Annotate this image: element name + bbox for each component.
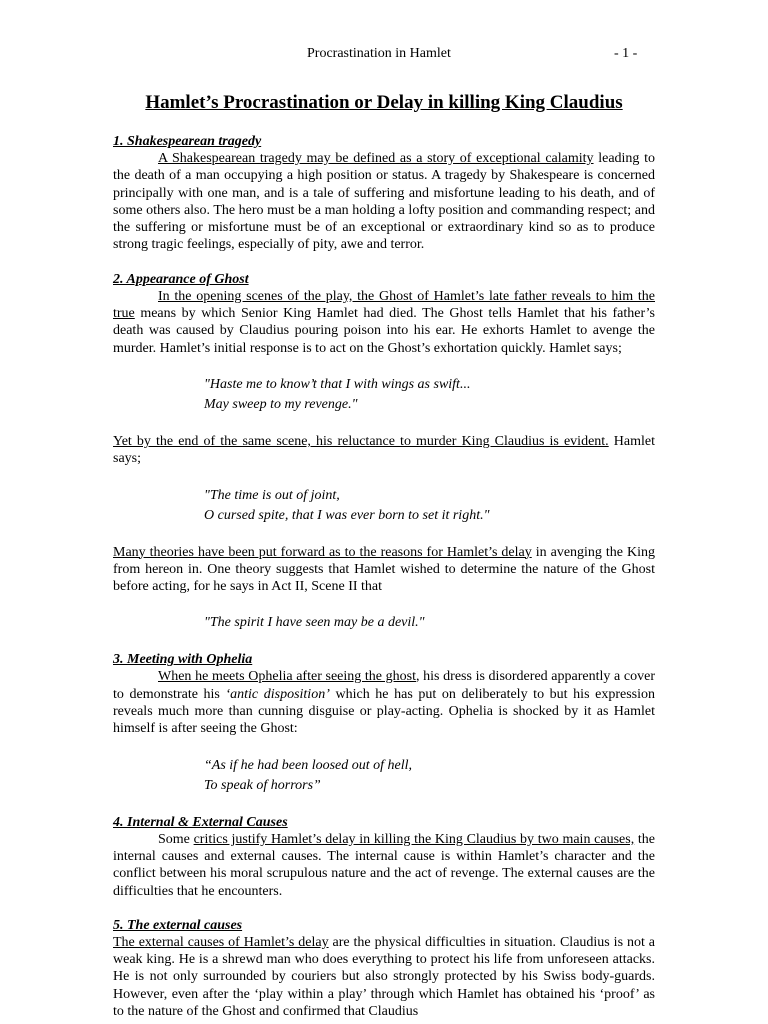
document-body xyxy=(113,133,655,1020)
paragraph-text: leading to the death of a man occupying a high position or status. A tragedy by Shakespeare is concerned principally with one man, and is a tale of suffering and misfortune leading to his death, and of some others also. The hero must be a man holding a lofty position and commanding respect; and the suffering or misfortune must be of an exceptional or extraordinary kind so as to produce strong tragic feelings, especially of pity, awe and terror. xyxy=(113,151,655,253)
quote-line: “As if he had been loosed out of hell, xyxy=(204,757,413,773)
paragraph-external-causes xyxy=(113,934,655,1020)
quote-time-out-of-joint xyxy=(113,486,655,526)
underlined-text: Many theories have been put forward as to the reasons for Hamlet’s delay xyxy=(113,544,532,560)
underlined-text: When he meets Ophelia after seeing the ghost xyxy=(158,669,417,685)
quote-spirit-devil xyxy=(113,613,655,633)
paragraph-text: means by which Senior King Hamlet had died. The Ghost tells Hamlet that his father’s death was caused by Claudius pouring poison into his ear. He exhorts Hamlet to avenge the murder. Hamlet’s initial response is to act on the Ghost’s exhortation quickly. Hamlet says; xyxy=(113,306,655,356)
paragraph-text: are the physical difficulties in situation. Claudius is not a weak king. He is a shrewd man who does everything to protect his life from unforeseen attacks. He is not only surrounded by couriers but also strongly protected by his Swiss body-guards. However, even after the ‘play within a play’ through which Hamlet has obtained his ‘proof’ as to the nature of the Ghost and confirmed that Claudius xyxy=(113,934,655,1020)
paragraph-text: Hamlet says; xyxy=(113,433,655,467)
quote-line: May sweep to my revenge." xyxy=(204,396,358,412)
paragraph-causes xyxy=(113,831,655,900)
quote-line: "Haste me to know’t that I with wings as swift... xyxy=(204,376,471,392)
section-heading-internal-external-causes: 4. Internal & External Causes xyxy=(113,814,288,830)
quote-line: "The spirit I have seen may be a devil." xyxy=(204,615,425,631)
header-title: Procrastination in Hamlet xyxy=(307,46,451,61)
section-heading-external-causes: 5. The external causes xyxy=(113,917,243,933)
section-heading-appearance-of-ghost: 2. Appearance of Ghost xyxy=(113,271,249,287)
underlined-text: The external causes of Hamlet’s delay xyxy=(113,934,329,950)
quote-haste-me xyxy=(113,375,655,415)
quote-line: O cursed spite, that I was ever born to set it right." xyxy=(204,507,490,523)
underlined-text: critics justify Hamlet’s delay in killing the King Claudius by two main causes, xyxy=(193,831,635,847)
paragraph-ophelia xyxy=(113,668,655,737)
paragraph-text: which he has put on deliberately to but his expression reveals much more than cunning disguise or play-acting. Ophelia is shocked by it as Hamlet himself is after seeing the Ghost: xyxy=(113,686,655,737)
paragraph-theories xyxy=(113,544,655,596)
paragraph-text: the internal causes and external causes. The internal cause is within Hamlet’s character and the conflict between his moral scrupulous nature and the act of revenge. The external causes are the difficulties that he encounters. xyxy=(113,831,656,899)
italic-text: ‘antic disposition’ xyxy=(225,686,330,702)
paragraph-text: Some xyxy=(158,831,194,847)
underlined-text: Yet by the end of the same scene, his reluctance to murder King Claudius is evident. xyxy=(113,433,609,449)
underlined-text: In the opening scenes of the play, the Ghost of Hamlet’s late father reveals to him the true xyxy=(113,288,655,322)
paragraph-text: in avenging the King from hereon in. One theory suggests that Hamlet wished to determine the nature of the Ghost before acting, for he says in Act II, Scene II that xyxy=(113,544,655,595)
section-heading-shakespearean-tragedy: 1. Shakespearean tragedy xyxy=(113,134,262,149)
underlined-text: A Shakespearean tragedy may be defined as a story of exceptional calamity xyxy=(158,151,594,166)
document-title: Hamlet’s Procrastination or Delay in killing King Claudius xyxy=(145,92,623,113)
section-heading-meeting-with-ophelia: 3. Meeting with Ophelia xyxy=(113,652,253,668)
paragraph-tragedy-definition xyxy=(113,150,655,254)
quote-loosed-out-of-hell xyxy=(113,756,655,796)
paragraph-ghost-reveals xyxy=(113,288,655,357)
paragraph-text: , his dress is disordered apparently a cover to demonstrate his xyxy=(113,669,655,702)
paragraph-reluctance xyxy=(113,433,655,468)
quote-line: To speak of horrors” xyxy=(204,777,321,793)
running-header xyxy=(0,46,768,64)
quote-line: "The time is out of joint, xyxy=(204,487,340,503)
page-number: - 1 - xyxy=(614,46,638,61)
